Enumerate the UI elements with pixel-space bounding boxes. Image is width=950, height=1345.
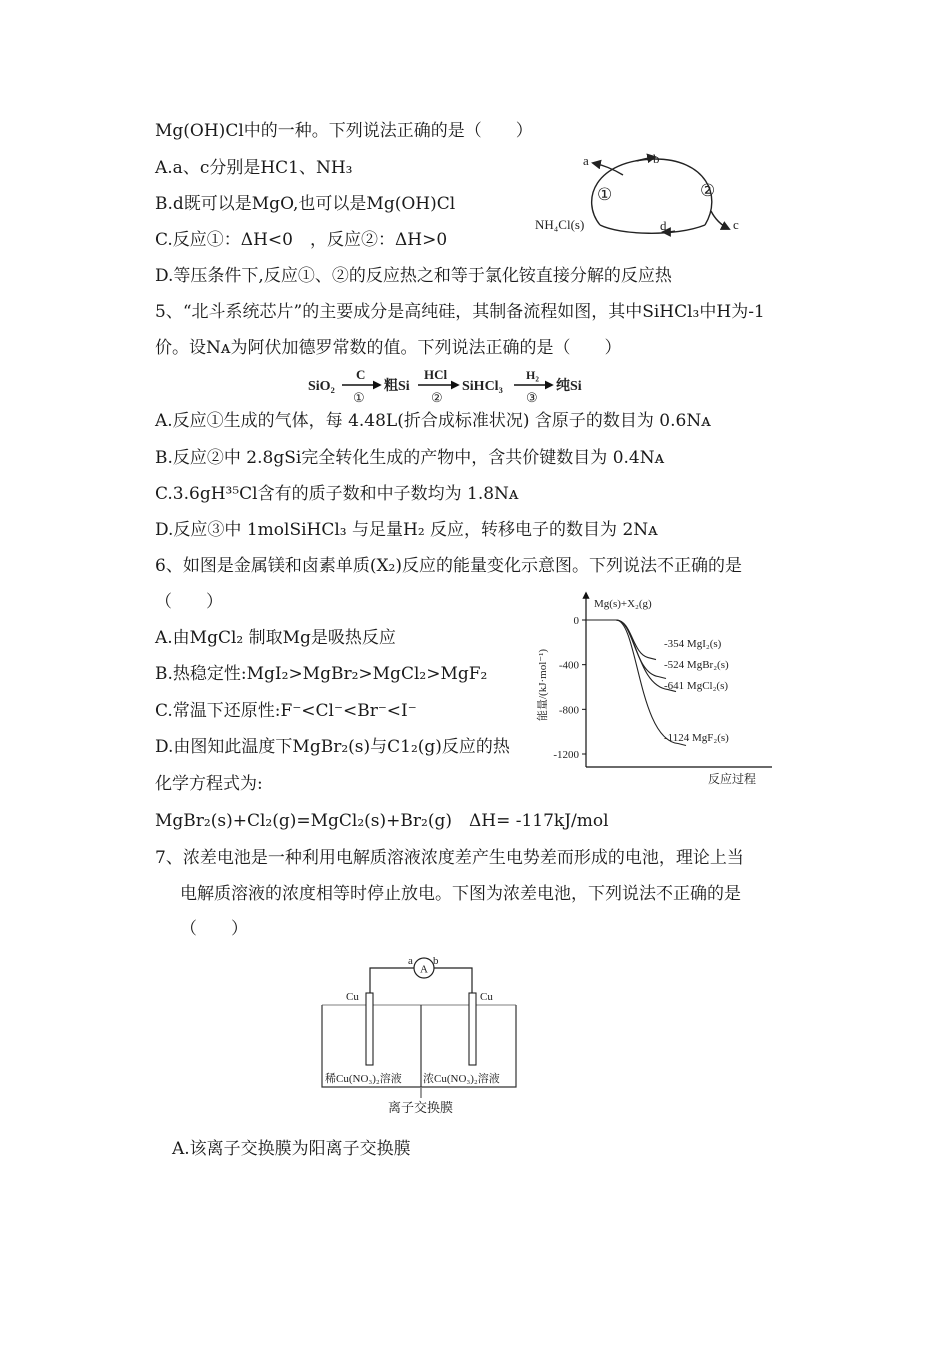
- q5-stem-line2: 价。设Nᴀ为阿伏加德罗常数的值。下列说法正确的是（ ）: [155, 338, 622, 358]
- q6-option-d2: 化学方程式为:: [155, 774, 263, 794]
- flow-reagent-h2: H₂: [526, 368, 539, 382]
- q5-option-a: A.反应①生成的气体，每 4.48L(折合成标准状况) 含原子的数目为 0.6Nᴀ: [155, 411, 711, 431]
- ammeter-label: A: [420, 963, 428, 976]
- flow-reagent-c: C: [356, 367, 366, 382]
- q4-option-b: B.d既可以是MgO,也可以是Mg(OH)Cl: [155, 194, 456, 214]
- membrane-label: 离子交换膜: [388, 1100, 454, 1115]
- terminal-b: b: [433, 955, 439, 967]
- energy-label-2: -641 MgCl₂(s): [664, 680, 729, 692]
- q5-stem-line1: 5、“北斗系统芯片”的主要成分是高纯硅，其制备流程如图，其中SiHCl₃中H为-1: [155, 302, 765, 322]
- y-tick-label-3: -1200: [553, 749, 579, 761]
- flow-sio2: SiO₂: [308, 379, 335, 394]
- concentration-cell-diagram: [310, 955, 530, 1125]
- q5-flow-diagram: [300, 365, 620, 407]
- q4-label-b: b: [653, 151, 660, 166]
- cu-right-label: Cu: [480, 991, 493, 1003]
- q4-cycle-diagram: [525, 145, 755, 245]
- q5-option-d: D.反应③中 1molSiHCl₃ 与足量H₂ 反应，转移电子的数目为 2Nᴀ: [155, 520, 658, 540]
- flow-step-3: ③: [526, 390, 538, 405]
- flow-step-2: ②: [431, 390, 443, 405]
- energy-curve-1: [586, 620, 666, 679]
- energy-label-3: -1124 MgF₂(s): [664, 732, 729, 744]
- q7-option-a: A.该离子交换膜为阳离子交换膜: [172, 1139, 411, 1159]
- q4-option-c1: C.反应①：ΔH<0: [155, 230, 293, 250]
- q4-label-d: d: [660, 218, 667, 233]
- q7-stem-line1: 7、浓差电池是一种利用电解质溶液浓度差产生电势差而形成的电池，理论上当: [155, 848, 744, 868]
- q4-label-start: NH₄Cl(s): [535, 217, 585, 232]
- y-axis-label: 能量/(kJ·mol⁻¹): [537, 648, 549, 722]
- q4-option-a: A.a、c分别是HC1、NH₃: [155, 158, 353, 178]
- q4-option-c2: ，反应②：ΔH>0: [310, 230, 448, 250]
- q4-label-a: a: [583, 153, 589, 168]
- q6-stem-line1: 6、如图是金属镁和卤素单质(X₂)反应的能量变化示意图。下列说法不正确的是: [155, 556, 742, 576]
- energy-curve-0: [586, 620, 656, 660]
- energy-diagram: [528, 585, 778, 795]
- terminal-a: a: [408, 955, 413, 967]
- flow-step-1: ①: [353, 390, 365, 405]
- cu-left-label: Cu: [346, 991, 359, 1003]
- q7-stem-line2: 电解质溶液的浓度相等时停止放电。下图为浓差电池，下列说法不正确的是: [180, 884, 741, 904]
- q6-option-b: B.热稳定性:MgI₂>MgBr₂>MgCl₂>MgF₂: [155, 664, 488, 684]
- q6-option-c: C.常温下还原性:F⁻<Cl⁻<Br⁻<I⁻: [155, 701, 417, 721]
- q6-equation: MgBr₂(s)+Cl₂(g)=MgCl₂(s)+Br₂(g) ΔH= -117kJ/mol: [155, 811, 609, 831]
- q4-option-d: D.等压条件下,反应①、②的反应热之和等于氯化铵直接分解的反应热: [155, 266, 672, 286]
- q4-intro: Mg(OH)Cl中的一种。下列说法正确的是（ ）: [155, 121, 533, 141]
- flow-pure-si: 纯Si: [556, 379, 582, 394]
- y-tick-label-1: -400: [558, 659, 579, 672]
- q6-stem-line2: （ ）: [155, 592, 223, 612]
- q7-stem-line3: （ ）: [180, 919, 248, 939]
- right-cu-electrode: [469, 993, 476, 1065]
- energy-label-1: -524 MgBr₂(s): [664, 659, 729, 671]
- dilute-solution-label: 稀Cu(NO₃)₂溶液: [325, 1073, 402, 1085]
- y-tick-label-0: 0: [573, 615, 579, 627]
- x-axis-label: 反应过程: [708, 772, 757, 786]
- concentrated-solution-label: 浓Cu(NO₃)₂溶液: [423, 1073, 500, 1085]
- energy-curve-2: [586, 620, 676, 692]
- q4-label-c: c: [733, 217, 739, 232]
- y-tick-label-2: -800: [558, 704, 579, 717]
- start-label: Mg(s)+X₂(g): [594, 598, 652, 610]
- q5-option-c: C.3.6gH³⁵Cl含有的质子数和中子数均为 1.8Nᴀ: [155, 484, 519, 504]
- q5-option-b: B.反应②中 2.8gSi完全转化生成的产物中，含共价键数目为 0.4Nᴀ: [155, 448, 665, 468]
- flow-sihcl3: SiHCl₃: [462, 379, 503, 394]
- flow-reagent-hcl: HCl: [424, 367, 448, 382]
- left-cu-electrode: [366, 993, 373, 1065]
- q6-option-a: A.由MgCl₂ 制取Mg是吸热反应: [155, 628, 396, 648]
- q6-option-d1: D.由图知此温度下MgBr₂(s)与C1₂(g)反应的热: [155, 737, 510, 757]
- q4-label-r1: ①: [597, 185, 613, 204]
- energy-label-0: -354 MgI₂(s): [664, 638, 722, 650]
- q4-label-r2: ②: [700, 181, 716, 200]
- flow-crude-si: 粗Si: [384, 379, 410, 394]
